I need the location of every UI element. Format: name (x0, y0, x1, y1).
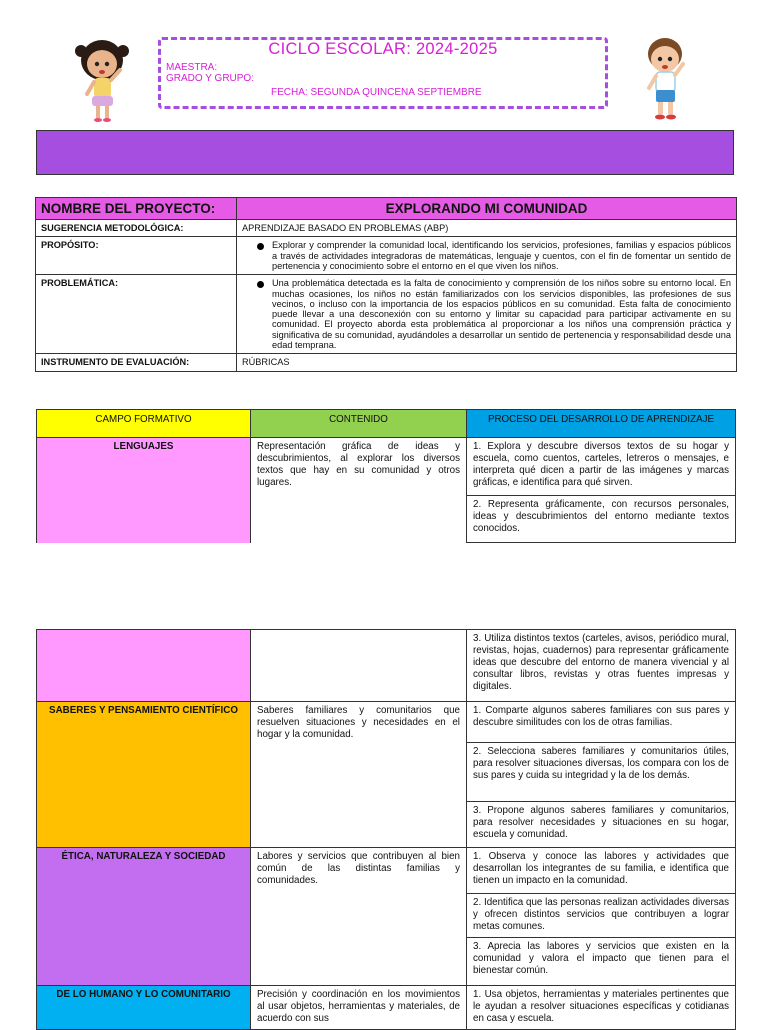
content-header: CONTENIDO (250, 409, 467, 438)
girl-illustration (72, 34, 136, 124)
field-header: CAMPO FORMATIVO (36, 409, 251, 438)
process-saberes-1: 1. Comparte algunos saberes familiares con sus pares y descubre similitudes con los de otras familias. (466, 701, 736, 743)
purpose-value: Explorar y comprender la comunidad local, identificando los servicios, profesiones, familias y espacios públicos a través de actividades integradoras de matemáticas, lenguaje y cuentos, con el fin de fomentar un sentido de pertenencia y conocimiento sobre el entorno en el que viven los niños. (272, 240, 731, 271)
problem-value: Una problemática detectada es la falta de conocimiento y comprensión de los niños sobre su entorno local. En muchas ocasiones, los niños no están familiarizados con los servicios disponibles, las profesiones de sus vecinos, o incluso con la importancia de los espacios públicos en su comunidad. Esta falta de conocimiento puede llevar a una desconexión con su entorno y limitar su capacidad para participar activamente en su comunidad. El proyecto aborda esta problemática al proporcionar a los niños una comprensión práctica y significativa de su comunidad, ayudándoles a desarrollar un sentido de pertenencia y responsabilidad desde una edad temprana. (272, 278, 731, 351)
problem-label: PROBLEMÁTICA: (36, 275, 237, 354)
problem-cell (237, 275, 737, 354)
boy-illustration (635, 30, 699, 124)
field-etica: ÉTICA, NATURALEZA Y SOCIEDAD (36, 847, 251, 986)
process-lenguajes-2: 2. Representa gráficamente, con recursos personales, ideas y descubrimientos del entorno mediante textos conocidos. (466, 495, 736, 543)
method-label: SUGERENCIA METODOLÓGICA: (36, 220, 237, 237)
purpose-label: PROPÓSITO: (36, 237, 237, 275)
bullet-icon (257, 281, 264, 288)
purple-banner (36, 130, 734, 175)
process-etica-1: 1. Observa y conoce las labores y actividades que desarrollan los integrantes de su familia, e identifica que tienen un impacto en la comunidad. (466, 847, 736, 894)
evaluation-value: RÚBRICAS (237, 354, 737, 371)
field-saberes: SABERES Y PENSAMIENTO CIENTÍFICO (36, 701, 251, 848)
bullet-icon (257, 243, 264, 250)
content-saberes: Saberes familiares y comunitarios que resuelven situaciones y necesidades en el hogar y la comunidad. (250, 701, 467, 848)
process-lenguajes-3: 3. Utiliza distintos textos (carteles, avisos, periódico mural, revistas, hojas, cuadernos) para representar gráficamente ideas que descubre del entorno de manera vivencial y al consultar libros, revistas y otras fuentes impresas y digitales. (466, 629, 736, 702)
content-lenguajes: Representación gráfica de ideas y descubrimientos, al explorar los diversos textos que hay en su comunidad y otros lugares. (250, 437, 467, 543)
project-name-value: EXPLORANDO MI COMUNIDAD (237, 198, 737, 220)
process-etica-3: 3. Aprecia las labores y servicios que existen en la comunidad y valora el impacto que tienen para el bienestar común. (466, 937, 736, 986)
process-etica-2: 2. Identifica que las personas realizan actividades diversas y ofrecen distintos servicios que contribuyen a lograr metas comunes. (466, 893, 736, 938)
process-saberes-3: 3. Propone algunos saberes familiares y comunitarios, para resolver necesidades y situaciones en su hogar, escuela y comunidad. (466, 801, 736, 848)
purpose-cell (237, 237, 737, 275)
method-value: APRENDIZAJE BASADO EN PROBLEMAS (ABP) (237, 220, 737, 237)
content-etica: Labores y servicios que contribuyen al bien común de las distintas familias y comunidades. (250, 847, 467, 986)
grade-group-label: GRADO Y GRUPO: (166, 73, 254, 84)
content-lenguajes-cont (250, 629, 467, 702)
process-humano-1: 1. Usa objetos, herramientas y materiales pertinentes que le ayudan a resolver situaciones específicas y cotidianas en casa y escuela. (466, 985, 736, 1030)
date-label: FECHA: SEGUNDA QUINCENA SEPTIEMBRE (271, 87, 482, 98)
field-lenguajes-cont (36, 629, 251, 702)
project-name-label: NOMBRE DEL PROYECTO: (36, 198, 237, 220)
process-saberes-2: 2. Selecciona saberes familiares y comunitarios útiles, para resolver situaciones diversas, los compara con los de sus pares y cuida su integridad y la de los demás. (466, 742, 736, 802)
process-lenguajes-1: 1. Explora y descubre diversos textos de su hogar y escuela, como cuentos, carteles, letreros o mensajes, e interpreta qué dicen a partir de las imágenes y marcas gráficas, e identifica para qué sirven. (466, 437, 736, 496)
process-header: PROCESO DEL DESARROLLO DE APRENDIZAJE (466, 409, 736, 438)
school-cycle-title: CICLO ESCOLAR: 2024-2025 (268, 40, 498, 58)
field-humano: DE LO HUMANO Y LO COMUNITARIO (36, 985, 251, 1030)
field-lenguajes: LENGUAJES (36, 437, 251, 543)
evaluation-label: INSTRUMENTO DE EVALUACIÓN: (36, 354, 237, 371)
project-info-table (35, 197, 737, 372)
teacher-label: MAESTRA: (166, 62, 218, 73)
content-humano: Precisión y coordinación en los movimientos al usar objetos, herramientas y materiales, de acuerdo con sus (250, 985, 467, 1030)
